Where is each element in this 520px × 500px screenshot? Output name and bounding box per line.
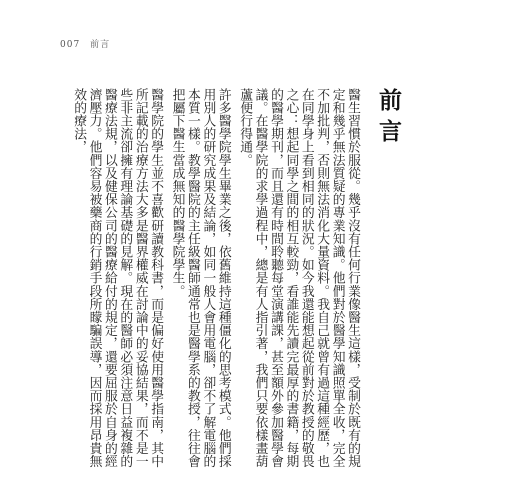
chapter-title: 前言	[375, 88, 402, 150]
paragraph-1: 醫生習慣於服從。幾乎沒有任何行業像醫生這樣，受制於既有的規定和幾乎無法質疑的專業知識。他們對於醫學知識照單全收，完全不加批判，否則無法消化大量資料。我自己就曾有過這種經歷，也在同學身上看到相同的狀況。如今我還能想起從前對於教授的敬畏之心：想起同學之間的相互較勁，看誰能先讀完最厚的書籍，每期的醫學期刊，而且還有時間聆聽每堂演講課，甚至額外參加醫學會議。在醫學院的求學過程中，總是有人指引著，我們只要依樣畫葫蘆便行得通。	[237, 88, 360, 468]
paragraph-2: 許多醫學院學生畢業之後，依舊維持這種僵化的思考模式。他們採用別人的研究成果及結論，如同一般人會用電腦，卻不了解電腦的本質一樣。教學醫院的主任級醫師通常也是醫學系的教授，往往會把屬下醫生當成無知的醫學院學生。	[169, 88, 231, 468]
running-title: 前言	[90, 40, 111, 50]
paragraph-3: 醫學院的學生並不喜歡研讀教科書，而是偏好使用醫學指南，其中所記載的治療方法大多是醫界權威在討論中的妥協結果，而不是一些非主流卻擁有理論基礎的見解。現在的醫師必須注意日益複雜的醫療法規，以及健保公司的醫療給付的規定，還要屈服於自身的經濟壓力。他們容易被藥商的行銷手段所矇騙誤導，因而採用昂貴無效的療法，	[71, 88, 164, 468]
body-text	[71, 88, 360, 480]
page-number: 007	[60, 40, 81, 50]
running-header	[60, 37, 110, 50]
